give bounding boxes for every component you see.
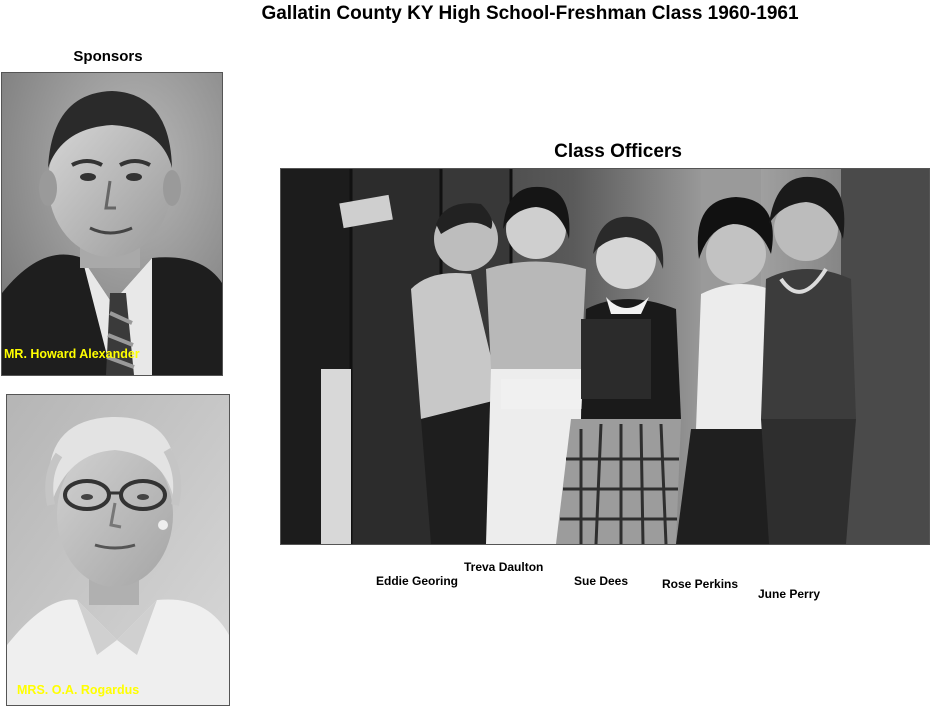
sponsor-photo-howard-alexander: [1, 72, 223, 376]
officer-name-june-perry: June Perry: [758, 587, 821, 601]
sponsor-photo-rogardus: [6, 394, 230, 706]
officer-name-eddie-georing: Eddie Georing: [376, 574, 459, 588]
page-title: Gallatin County KY High School-Freshman Class 1960-1961: [261, 3, 799, 24]
officers-heading: Class Officers: [554, 141, 682, 162]
sponsors-heading: Sponsors: [73, 48, 143, 65]
sponsor-caption: MR. Howard Alexander: [4, 347, 140, 361]
class-officers-photo: [280, 168, 930, 545]
officer-name-rose-perkins: Rose Perkins: [662, 577, 739, 591]
officer-name-treva-daulton: Treva Daulton: [464, 560, 544, 574]
officer-name-sue-dees: Sue Dees: [574, 574, 629, 588]
sponsor-caption: MRS. O.A. Rogardus: [17, 683, 140, 697]
